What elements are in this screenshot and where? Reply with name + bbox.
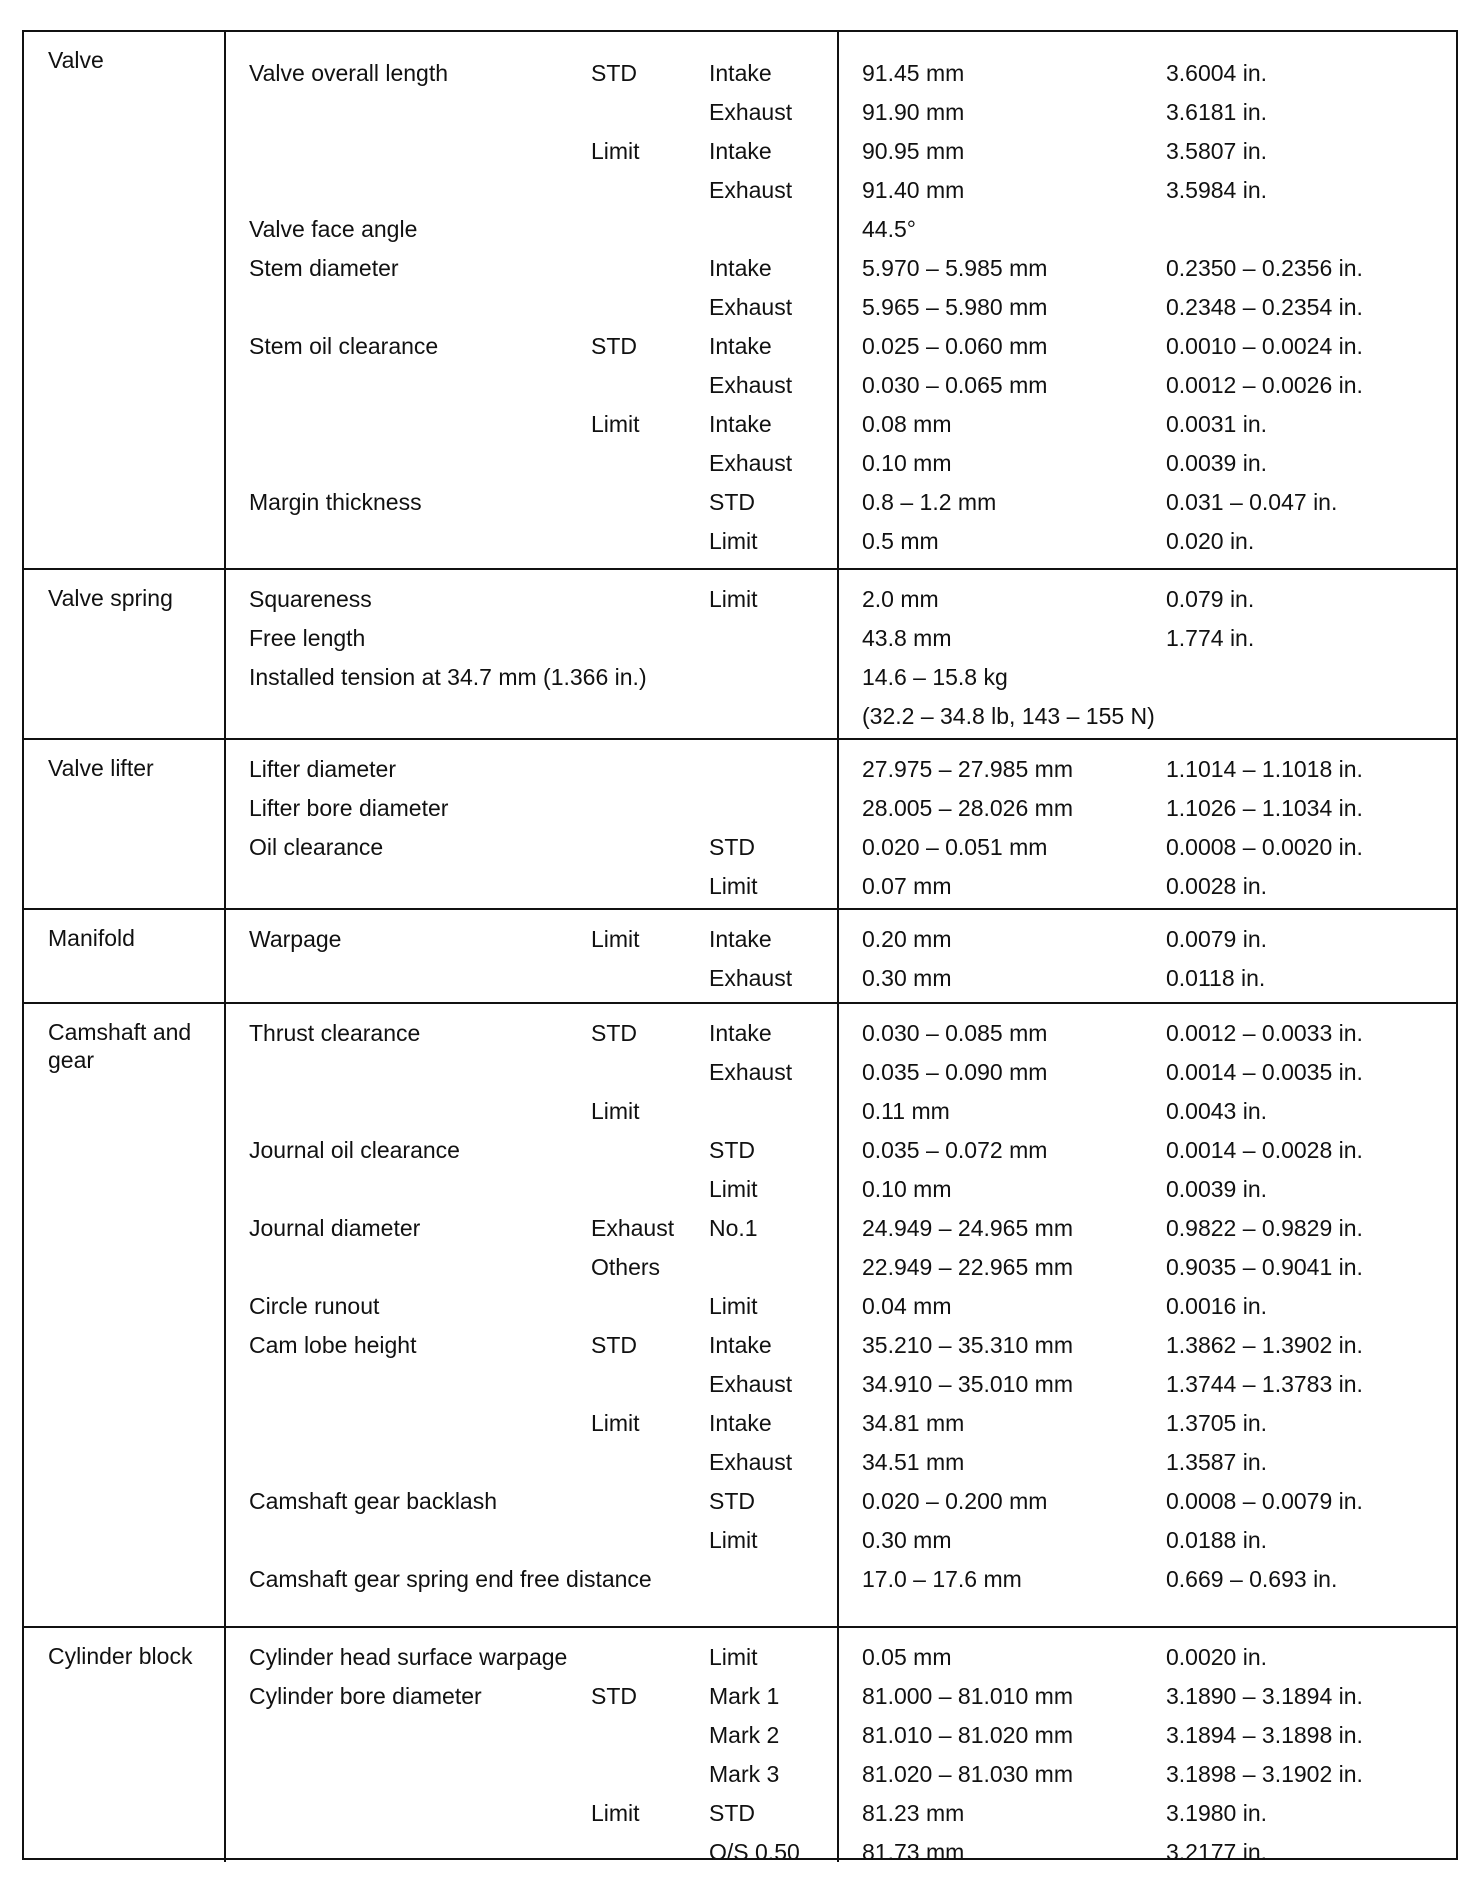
spec-metric-value: 0.05 mm xyxy=(862,1644,952,1670)
spec-row xyxy=(24,1209,1456,1248)
spec-metric-value: 0.10 mm xyxy=(862,450,952,476)
spec-metric-value: 90.95 mm xyxy=(862,138,965,164)
spec-metric-value: 0.08 mm xyxy=(862,411,952,437)
spec-imperial-value: 0.9822 – 0.9829 in. xyxy=(1166,1215,1363,1241)
spec-subqualifier: Mark 2 xyxy=(709,1722,780,1748)
spec-qualifier: STD xyxy=(591,1332,637,1358)
spec-row xyxy=(24,1365,1456,1404)
spec-row xyxy=(24,483,1456,522)
component-label: Cylinder block xyxy=(48,1643,193,1669)
spec-metric-value: 0.025 – 0.060 mm xyxy=(862,333,1048,359)
spec-section xyxy=(24,1004,1456,1628)
spec-metric-value: 27.975 – 27.985 mm xyxy=(862,756,1073,782)
spec-metric-value: 2.0 mm xyxy=(862,586,939,612)
spec-metric-value: 0.30 mm xyxy=(862,965,952,991)
spec-imperial-value: 1.3744 – 1.3783 in. xyxy=(1166,1371,1363,1397)
spec-row xyxy=(24,93,1456,132)
spec-metric-value: 44.5° xyxy=(862,216,916,242)
spec-row xyxy=(24,1638,1456,1677)
spec-imperial-value: 0.020 in. xyxy=(1166,528,1255,554)
spec-metric-value: 0.8 – 1.2 mm xyxy=(862,489,997,515)
spec-subqualifier: STD xyxy=(709,1488,755,1514)
spec-subqualifier: Intake xyxy=(709,333,772,359)
spec-imperial-value: 1.3705 in. xyxy=(1166,1410,1268,1436)
spec-imperial-value: 0.0079 in. xyxy=(1166,926,1268,952)
component-label: Camshaft and gear xyxy=(48,1019,192,1073)
spec-imperial-value: 0.2348 – 0.2354 in. xyxy=(1166,294,1363,320)
spec-row xyxy=(24,750,1456,789)
spec-metric-value: 91.40 mm xyxy=(862,177,965,203)
spec-imperial-value: 3.1898 – 3.1902 in. xyxy=(1166,1761,1363,1787)
spec-metric-value: 0.30 mm xyxy=(862,1527,952,1553)
spec-subqualifier: Limit xyxy=(709,1293,758,1319)
spec-metric-value: 0.020 – 0.200 mm xyxy=(862,1488,1048,1514)
spec-imperial-value: 0.0039 in. xyxy=(1166,450,1268,476)
spec-metric-value: (32.2 – 34.8 lb, 143 – 155 N) xyxy=(862,703,1155,729)
spec-imperial-value: 0.9035 – 0.9041 in. xyxy=(1166,1254,1363,1280)
spec-metric-value: 81.73 mm xyxy=(862,1839,965,1865)
spec-metric-value: 0.035 – 0.090 mm xyxy=(862,1059,1048,1085)
spec-subqualifier: STD xyxy=(709,834,755,860)
spec-row xyxy=(24,1326,1456,1365)
spec-qualifier: Limit xyxy=(591,138,640,164)
spec-subqualifier: Limit xyxy=(709,1644,758,1670)
spec-subqualifier: Limit xyxy=(709,586,758,612)
spec-qualifier: Limit xyxy=(591,1098,640,1124)
spec-subqualifier: Limit xyxy=(709,1527,758,1553)
spec-metric-value: 81.000 – 81.010 mm xyxy=(862,1683,1073,1709)
spec-metric-value: 28.005 – 28.026 mm xyxy=(862,795,1073,821)
spec-metric-value: 81.010 – 81.020 mm xyxy=(862,1722,1073,1748)
spec-metric-value: 5.965 – 5.980 mm xyxy=(862,294,1048,320)
spec-subqualifier: Exhaust xyxy=(709,1059,793,1085)
spec-row xyxy=(24,1170,1456,1209)
spec-subqualifier: Intake xyxy=(709,411,772,437)
spec-row xyxy=(24,1287,1456,1326)
spec-metric-value: 81.020 – 81.030 mm xyxy=(862,1761,1073,1787)
spec-subqualifier: STD xyxy=(709,1800,755,1826)
spec-table xyxy=(22,30,1458,1865)
spec-imperial-value: 3.6181 in. xyxy=(1166,99,1268,125)
spec-imperial-value: 3.5807 in. xyxy=(1166,138,1268,164)
spec-subqualifier: STD xyxy=(709,1137,755,1163)
spec-row xyxy=(24,580,1456,619)
spec-row xyxy=(24,920,1456,959)
spec-imperial-value: 0.0043 in. xyxy=(1166,1098,1268,1124)
spec-imperial-value: 1.1026 – 1.1034 in. xyxy=(1166,795,1363,821)
spec-item: Journal oil clearance xyxy=(249,1137,460,1163)
spec-row xyxy=(24,789,1456,828)
spec-row xyxy=(24,444,1456,483)
spec-row xyxy=(24,959,1456,998)
spec-item: Valve overall length xyxy=(249,60,449,86)
spec-subqualifier: Mark 1 xyxy=(709,1683,780,1709)
spec-imperial-value: 0.0039 in. xyxy=(1166,1176,1268,1202)
spec-section xyxy=(24,570,1456,740)
spec-metric-value: 0.5 mm xyxy=(862,528,939,554)
spec-section xyxy=(24,32,1456,570)
spec-imperial-value: 0.031 – 0.047 in. xyxy=(1166,489,1338,515)
spec-subqualifier: Exhaust xyxy=(709,99,793,125)
spec-qualifier: Exhaust xyxy=(591,1215,675,1241)
spec-item: Journal diameter xyxy=(249,1215,421,1241)
spec-metric-value: 0.035 – 0.072 mm xyxy=(862,1137,1048,1163)
spec-section xyxy=(24,740,1456,910)
spec-imperial-value: 0.0031 in. xyxy=(1166,411,1268,437)
spec-qualifier: STD xyxy=(591,60,637,86)
spec-row xyxy=(24,1248,1456,1287)
spec-subqualifier: Exhaust xyxy=(709,965,793,991)
spec-row xyxy=(24,327,1456,366)
spec-subqualifier: Mark 3 xyxy=(709,1761,780,1787)
spec-subqualifier: No.1 xyxy=(709,1215,758,1241)
spec-row xyxy=(24,1755,1456,1794)
spec-item: Cam lobe height xyxy=(249,1332,417,1358)
spec-row xyxy=(24,828,1456,867)
spec-row xyxy=(24,1716,1456,1755)
spec-item: Camshaft gear spring end free distance xyxy=(249,1566,652,1592)
spec-imperial-value: 0.0020 in. xyxy=(1166,1644,1268,1670)
spec-qualifier: Others xyxy=(591,1254,661,1280)
spec-metric-value: 14.6 – 15.8 kg xyxy=(862,664,1008,690)
spec-imperial-value: 0.079 in. xyxy=(1166,586,1255,612)
spec-subqualifier: Intake xyxy=(709,255,772,281)
spec-imperial-value: 3.1980 in. xyxy=(1166,1800,1268,1826)
spec-imperial-value: 0.0016 in. xyxy=(1166,1293,1268,1319)
spec-section xyxy=(24,1628,1456,1865)
spec-imperial-value: 3.2177 in. xyxy=(1166,1839,1268,1865)
spec-imperial-value: 0.0014 – 0.0028 in. xyxy=(1166,1137,1363,1163)
spec-row xyxy=(24,1560,1456,1599)
spec-subqualifier: Intake xyxy=(709,1020,772,1046)
spec-metric-value: 34.51 mm xyxy=(862,1449,965,1475)
spec-section xyxy=(24,910,1456,1004)
spec-subqualifier: Exhaust xyxy=(709,294,793,320)
spec-metric-value: 34.81 mm xyxy=(862,1410,965,1436)
component-label: Valve lifter xyxy=(48,755,154,781)
spec-imperial-value: 0.0008 – 0.0020 in. xyxy=(1166,834,1363,860)
spec-item: Oil clearance xyxy=(249,834,384,860)
spec-imperial-value: 0.0014 – 0.0035 in. xyxy=(1166,1059,1363,1085)
spec-row xyxy=(24,1014,1456,1053)
spec-row xyxy=(24,697,1456,736)
spec-subqualifier: Exhaust xyxy=(709,1449,793,1475)
spec-item: Squareness xyxy=(249,586,372,612)
spec-imperial-value: 1.1014 – 1.1018 in. xyxy=(1166,756,1363,782)
spec-row xyxy=(24,1794,1456,1833)
spec-subqualifier: Exhaust xyxy=(709,177,793,203)
spec-row xyxy=(24,54,1456,93)
spec-imperial-value: 0.0012 – 0.0026 in. xyxy=(1166,372,1363,398)
spec-subqualifier: Intake xyxy=(709,1410,772,1436)
spec-item: Lifter diameter xyxy=(249,756,397,782)
spec-qualifier: STD xyxy=(591,333,637,359)
spec-row xyxy=(24,171,1456,210)
spec-imperial-value: 0.0008 – 0.0079 in. xyxy=(1166,1488,1363,1514)
spec-subqualifier: O/S 0.50 xyxy=(709,1839,800,1865)
spec-item: Cylinder head surface warpage xyxy=(249,1644,568,1670)
spec-row xyxy=(24,210,1456,249)
spec-row xyxy=(24,249,1456,288)
spec-qualifier: Limit xyxy=(591,1800,640,1826)
spec-qualifier: Limit xyxy=(591,1410,640,1436)
spec-qualifier: Limit xyxy=(591,411,640,437)
component-label: Manifold xyxy=(48,925,135,951)
spec-imperial-value: 0.0028 in. xyxy=(1166,873,1268,899)
spec-item: Warpage xyxy=(249,926,342,952)
spec-row xyxy=(24,1053,1456,1092)
spec-row xyxy=(24,1404,1456,1443)
spec-row xyxy=(24,619,1456,658)
spec-row xyxy=(24,658,1456,697)
spec-metric-value: 24.949 – 24.965 mm xyxy=(862,1215,1073,1241)
spec-metric-value: 0.10 mm xyxy=(862,1176,952,1202)
component-label: Valve spring xyxy=(48,585,173,611)
spec-imperial-value: 1.3862 – 1.3902 in. xyxy=(1166,1332,1363,1358)
spec-imperial-value: 3.6004 in. xyxy=(1166,60,1268,86)
spec-subqualifier: Exhaust xyxy=(709,372,793,398)
spec-item: Valve face angle xyxy=(249,216,418,242)
spec-row xyxy=(24,522,1456,561)
spec-row xyxy=(24,1833,1456,1872)
spec-subqualifier: Intake xyxy=(709,926,772,952)
spec-metric-value: 0.04 mm xyxy=(862,1293,952,1319)
spec-metric-value: 0.20 mm xyxy=(862,926,952,952)
spec-item: Circle runout xyxy=(249,1293,380,1319)
spec-metric-value: 91.90 mm xyxy=(862,99,965,125)
spec-item: Installed tension at 34.7 mm (1.366 in.) xyxy=(249,664,647,690)
spec-imperial-value: 1.774 in. xyxy=(1166,625,1255,651)
spec-imperial-value: 0.0012 – 0.0033 in. xyxy=(1166,1020,1363,1046)
spec-metric-value: 35.210 – 35.310 mm xyxy=(862,1332,1073,1358)
spec-row xyxy=(24,1443,1456,1482)
spec-row xyxy=(24,1677,1456,1716)
spec-subqualifier: STD xyxy=(709,489,755,515)
spec-metric-value: 0.030 – 0.065 mm xyxy=(862,372,1048,398)
spec-metric-value: 22.949 – 22.965 mm xyxy=(862,1254,1073,1280)
spec-row xyxy=(24,405,1456,444)
spec-subqualifier: Intake xyxy=(709,60,772,86)
spec-metric-value: 0.030 – 0.085 mm xyxy=(862,1020,1048,1046)
spec-imperial-value: 3.5984 in. xyxy=(1166,177,1268,203)
spec-row xyxy=(24,1092,1456,1131)
spec-item: Thrust clearance xyxy=(249,1020,421,1046)
spec-imperial-value: 0.0010 – 0.0024 in. xyxy=(1166,333,1363,359)
spec-item: Free length xyxy=(249,625,366,651)
spec-qualifier: Limit xyxy=(591,926,640,952)
spec-metric-value: 81.23 mm xyxy=(862,1800,965,1826)
spec-imperial-value: 0.0188 in. xyxy=(1166,1527,1268,1553)
spec-metric-value: 17.0 – 17.6 mm xyxy=(862,1566,1022,1592)
spec-metric-value: 0.07 mm xyxy=(862,873,952,899)
spec-metric-value: 43.8 mm xyxy=(862,625,952,651)
spec-metric-value: 91.45 mm xyxy=(862,60,965,86)
spec-item: Stem diameter xyxy=(249,255,399,281)
spec-item: Stem oil clearance xyxy=(249,333,439,359)
component-label: Valve xyxy=(48,47,104,73)
spec-item: Margin thickness xyxy=(249,489,422,515)
spec-metric-value: 5.970 – 5.985 mm xyxy=(862,255,1048,281)
spec-row xyxy=(24,1482,1456,1521)
spec-subqualifier: Intake xyxy=(709,138,772,164)
spec-item: Cylinder bore diameter xyxy=(249,1683,482,1709)
spec-imperial-value: 0.669 – 0.693 in. xyxy=(1166,1566,1338,1592)
spec-metric-value: 0.11 mm xyxy=(862,1098,950,1124)
spec-row xyxy=(24,867,1456,906)
spec-row xyxy=(24,1521,1456,1560)
spec-subqualifier: Limit xyxy=(709,528,758,554)
spec-imperial-value: 1.3587 in. xyxy=(1166,1449,1268,1475)
spec-item: Lifter bore diameter xyxy=(249,795,449,821)
spec-metric-value: 0.020 – 0.051 mm xyxy=(862,834,1048,860)
spec-qualifier: STD xyxy=(591,1020,637,1046)
spec-subqualifier: Exhaust xyxy=(709,1371,793,1397)
spec-qualifier: STD xyxy=(591,1683,637,1709)
spec-item: Camshaft gear backlash xyxy=(249,1488,498,1514)
spec-subqualifier: Limit xyxy=(709,873,758,899)
spec-row xyxy=(24,366,1456,405)
spec-row xyxy=(24,1131,1456,1170)
spec-row xyxy=(24,132,1456,171)
spec-row xyxy=(24,288,1456,327)
spec-subqualifier: Intake xyxy=(709,1332,772,1358)
spec-imperial-value: 0.0118 in. xyxy=(1166,965,1266,991)
spec-subqualifier: Exhaust xyxy=(709,450,793,476)
spec-imperial-value: 3.1894 – 3.1898 in. xyxy=(1166,1722,1363,1748)
spec-subqualifier: Limit xyxy=(709,1176,758,1202)
spec-imperial-value: 3.1890 – 3.1894 in. xyxy=(1166,1683,1363,1709)
spec-metric-value: 34.910 – 35.010 mm xyxy=(862,1371,1073,1397)
spec-imperial-value: 0.2350 – 0.2356 in. xyxy=(1166,255,1363,281)
